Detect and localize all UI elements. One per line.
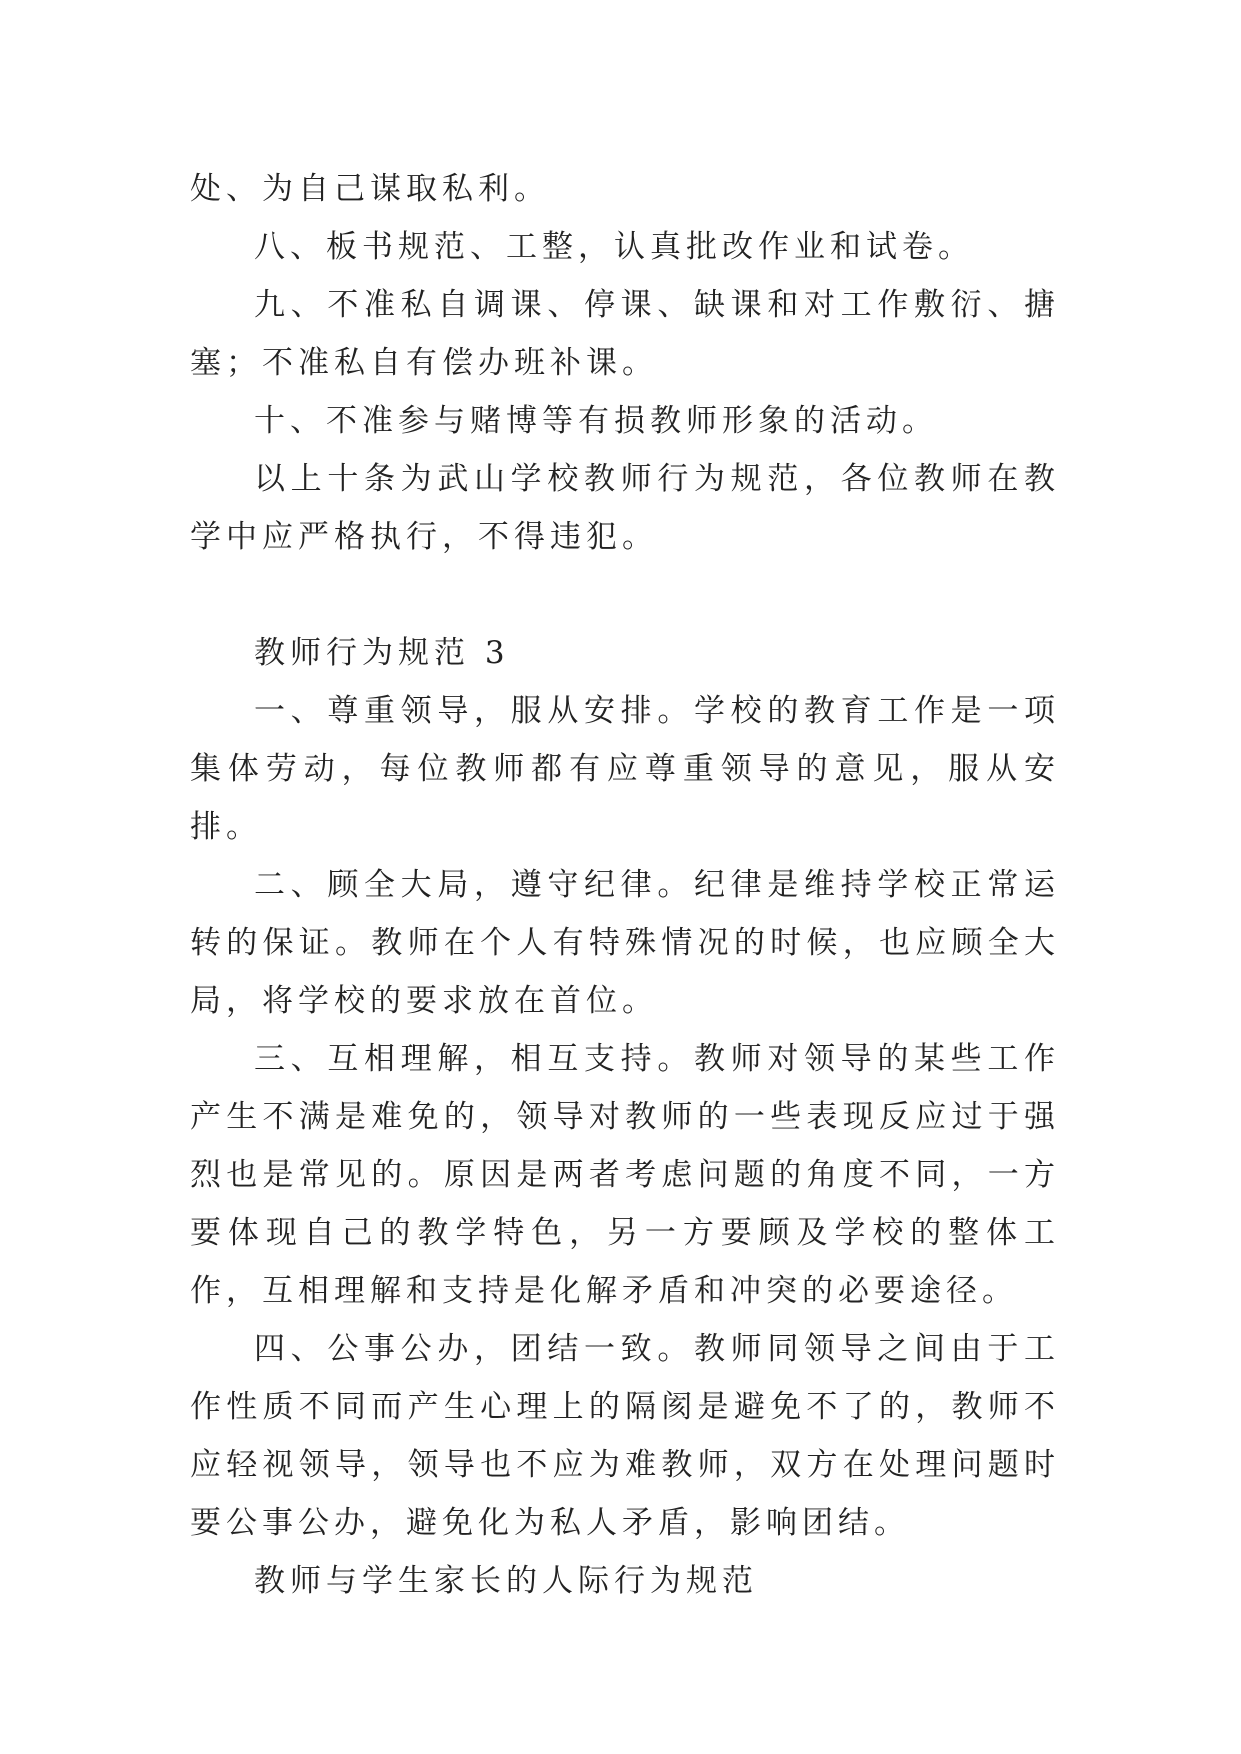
paragraph-item-2: 二、顾全大局，遵守纪律。纪律是维持学校正常运转的保证。教师在个人有特殊情况的时候，也应顾全大局，将学校的要求放在首位。 <box>190 867 1060 1019</box>
paragraph-continuation: 处、为自己谋取私利。 <box>190 171 550 207</box>
section-heading: 教师行为规范 3 <box>254 635 510 671</box>
subsection-heading: 教师与学生家长的人际行为规范 <box>254 1563 758 1599</box>
document-body <box>190 160 1060 1610</box>
paragraph-item-9: 九、不准私自调课、停课、缺课和对工作敷衍、搪塞；不准私自有偿办班补课。 <box>190 287 1060 381</box>
paragraph-item-8: 八、板书规范、工整，认真批改作业和试卷。 <box>254 229 974 265</box>
paragraph-summary: 以上十条为武山学校教师行为规范，各位教师在教学中应严格执行，不得违犯。 <box>190 461 1060 555</box>
paragraph-item-10: 十、不准参与赌博等有损教师形象的活动。 <box>254 403 938 439</box>
paragraph-item-4: 四、公事公办，团结一致。教师同领导之间由于工作性质不同而产生心理上的隔阂是避免不了的，教师不应轻视领导，领导也不应为难教师，双方在处理问题时要公事公办，避免化为私人矛盾，影响团结。 <box>190 1331 1060 1541</box>
paragraph-item-1: 一、尊重领导，服从安排。学校的教育工作是一项集体劳动，每位教师都有应尊重领导的意见，服从安排。 <box>190 693 1060 845</box>
paragraph-item-3: 三、互相理解，相互支持。教师对领导的某些工作产生不满是难免的，领导对教师的一些表现反应过于强烈也是常见的。原因是两者考虑问题的角度不同，一方要体现自己的教学特色，另一方要顾及学校的整体工作，互相理解和支持是化解矛盾和冲突的必要途径。 <box>190 1041 1060 1309</box>
